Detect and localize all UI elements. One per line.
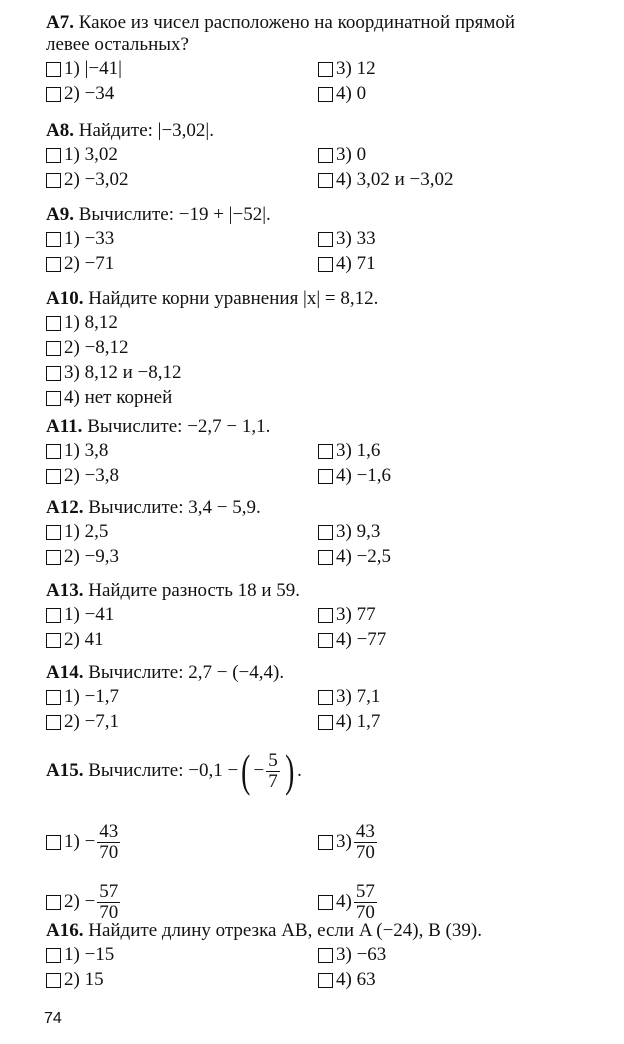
option-3[interactable]: 3) 33 [318,228,376,250]
checkbox[interactable] [46,87,61,102]
option-4[interactable]: 4) нет корней [46,387,172,409]
checkbox[interactable] [318,895,333,910]
checkbox[interactable] [318,948,333,963]
question-text-line2: левее остальных? [46,34,189,55]
question-text: Найдите длину отрезка AB, если A (−24), B (39). [88,920,482,941]
question-id: A13. [46,580,84,601]
option-1[interactable]: 1) −15 [46,944,114,966]
checkbox[interactable] [46,608,61,623]
checkbox[interactable] [46,835,61,850]
option-2[interactable]: 2) −7,1 [46,711,119,733]
checkbox[interactable] [46,550,61,565]
question-a10 [46,288,606,414]
option-4[interactable]: 4) 63 [318,969,376,991]
checkbox[interactable] [318,173,333,188]
question-a15: A15. Вычислите: −0,1 − ( − $\frac{5}{7}$ ) . 1) − $\frac{43}{70}$ 3) $\frac{43}{70}$ 2) − $\frac{57}{70}$ 4) $\frac{57}{70}$ [46,742,606,950]
open-paren: ( [241,745,251,796]
question-id: A12. [46,497,84,518]
checkbox[interactable] [318,633,333,648]
option-4[interactable]: 4) 1,7 [318,711,380,733]
question-id: A16. [46,920,84,941]
checkbox[interactable] [318,148,333,163]
checkbox[interactable] [46,973,61,988]
option-2[interactable]: 2) −8,12 [46,337,129,359]
checkbox[interactable] [46,391,61,406]
checkbox[interactable] [318,232,333,247]
question-a16 [46,920,606,994]
question-id: A11. [46,416,83,437]
checkbox[interactable] [46,62,61,77]
question-text: Найдите корни уравнения |x| = 8,12. [88,288,379,309]
question-text: Вычислите: −2,7 − 1,1. [87,416,271,437]
question-text: Найдите: |−3,02|. [78,120,214,141]
option-3[interactable]: 3) 0 [318,144,366,166]
option-3[interactable]: 3) 12 [318,58,376,80]
question-a11 [46,416,606,490]
option-1[interactable]: 1) 2,5 [46,521,108,543]
option-3[interactable]: 3) 1,6 [318,440,380,462]
option-2[interactable]: 2) −3,8 [46,465,119,487]
fraction: $\frac{57}{70}$ [99,880,119,923]
checkbox[interactable] [46,257,61,272]
checkbox[interactable] [318,973,333,988]
question-text: Вычислите: 2,7 − (−4,4). [88,662,285,683]
option-3[interactable]: 3) 7,1 [318,686,380,708]
fraction: $\frac{43}{70}$ [99,820,119,863]
option-1[interactable]: 1) − $\frac{43}{70}$ [46,818,122,866]
question-a9 [46,204,606,278]
option-4[interactable]: 4) 0 [318,83,366,105]
question-text: Найдите разность 18 и 59. [88,580,301,601]
checkbox[interactable] [46,715,61,730]
option-2[interactable]: 2) −71 [46,253,114,275]
checkbox[interactable] [46,444,61,459]
checkbox[interactable] [46,525,61,540]
option-4[interactable]: 4) 71 [318,253,376,275]
option-2[interactable]: 2) − $\frac{57}{70}$ [46,878,122,926]
option-2[interactable]: 2) −9,3 [46,546,119,568]
checkbox[interactable] [318,257,333,272]
fraction: $\frac{5}{7}$ [268,749,278,792]
option-4[interactable]: 4) −2,5 [318,546,391,568]
option-1[interactable]: 1) 3,8 [46,440,108,462]
question-a12 [46,497,606,571]
checkbox[interactable] [46,341,61,356]
question-text: Вычислите: −19 + |−52|. [78,204,271,225]
option-3[interactable]: 3) 8,12 и −8,12 [46,362,181,384]
option-1[interactable]: 1) −33 [46,228,114,250]
question-id: A14. [46,662,84,683]
option-3[interactable]: 3) 77 [318,604,376,626]
question-id: A10. [46,288,84,309]
question-text: Вычислите: 3,4 − 5,9. [88,497,261,518]
checkbox[interactable] [46,895,61,910]
option-1[interactable]: 1) 8,12 [46,312,118,334]
checkbox[interactable] [46,633,61,648]
checkbox[interactable] [318,87,333,102]
page-number: 74 [44,1010,62,1027]
checkbox[interactable] [46,316,61,331]
question-a7 [46,12,606,108]
option-2[interactable]: 2) 15 [46,969,104,991]
checkbox[interactable] [46,366,61,381]
question-id: A8. [46,120,74,141]
checkbox[interactable] [46,232,61,247]
checkbox[interactable] [318,835,333,850]
checkbox[interactable] [46,148,61,163]
option-1[interactable]: 1) |−41| [46,58,122,80]
option-2[interactable]: 2) −3,02 [46,169,129,191]
question-text: Вычислите: −0,1 − [88,760,239,781]
fraction: $\frac{57}{70}$ [355,880,375,923]
checkbox[interactable] [318,608,333,623]
fraction: $\frac{43}{70}$ [355,820,375,863]
option-1[interactable]: 1) −41 [46,604,114,626]
option-3[interactable]: 3) 9,3 [318,521,380,543]
option-4[interactable]: 4) −1,6 [318,465,391,487]
checkbox[interactable] [318,62,333,77]
checkbox[interactable] [318,444,333,459]
option-3[interactable]: 3) −63 [318,944,386,966]
option-4[interactable]: 4) 3,02 и −3,02 [318,169,453,191]
option-1[interactable]: 1) 3,02 [46,144,118,166]
question-a13 [46,580,606,654]
option-4[interactable]: 4) −77 [318,629,386,651]
close-paren: ) [284,745,294,796]
question-id: A9. [46,204,74,225]
option-2[interactable]: 2) 41 [46,629,104,651]
checkbox[interactable] [318,550,333,565]
question-id: A15. [46,760,84,781]
checkbox[interactable] [46,173,61,188]
option-3[interactable]: 3) $\frac{43}{70}$ [318,818,379,866]
checkbox[interactable] [46,469,61,484]
option-4[interactable]: 4) $\frac{57}{70}$ [318,878,379,926]
checkbox[interactable] [318,690,333,705]
checkbox[interactable] [318,525,333,540]
question-text: Какое из чисел расположено на координатной прямой [78,12,516,33]
question-id: A7. [46,12,74,33]
checkbox[interactable] [46,948,61,963]
question-a8 [46,120,606,194]
question-a14 [46,662,606,736]
checkbox[interactable] [318,715,333,730]
checkbox[interactable] [318,469,333,484]
option-2[interactable]: 2) −34 [46,83,114,105]
checkbox[interactable] [46,690,61,705]
option-1[interactable]: 1) −1,7 [46,686,119,708]
